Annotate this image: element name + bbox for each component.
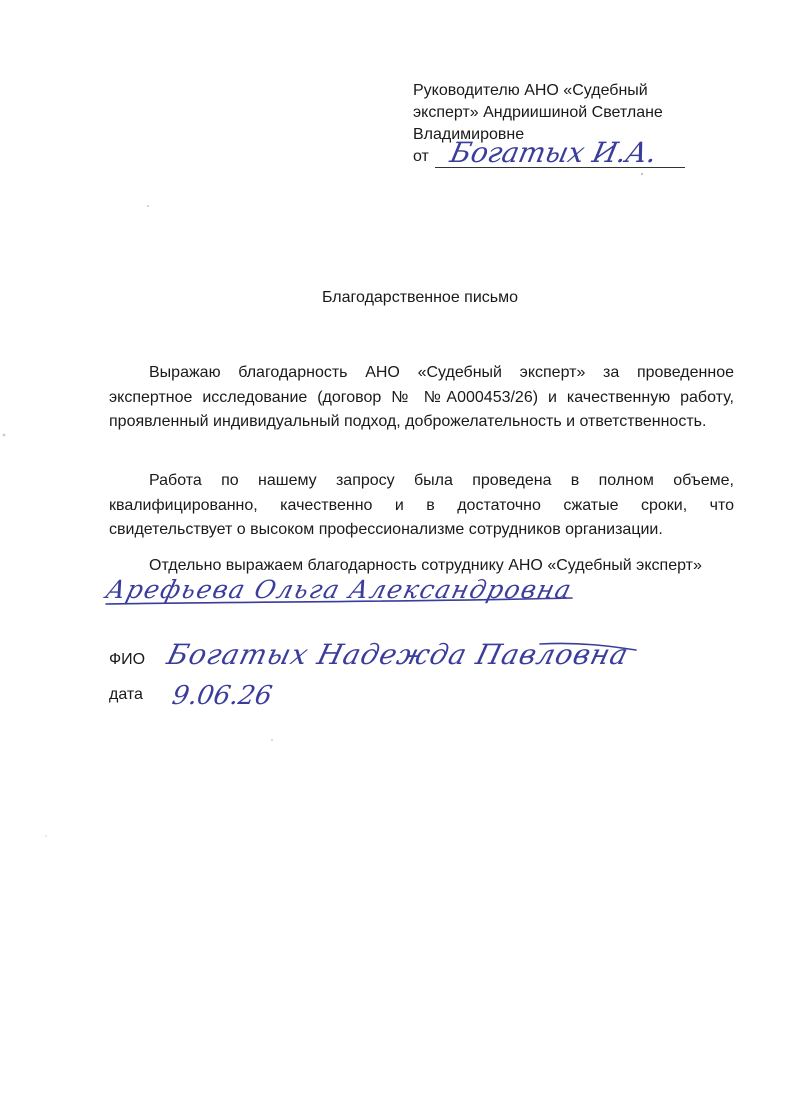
paragraph-1: Выражаю благодарность АНО «Судебный эксперт» за проведенное экспертное исследование (договор № №А000453/26) и качественную работу, проявленный индивидуальный подход, доброжелательность и ответственность.: [109, 364, 734, 430]
from-signature: [440, 128, 660, 176]
fio-signature: [160, 630, 640, 676]
fio-signature-text: Богатых Надежда Павловна: [163, 638, 633, 671]
paragraph-3: Отдельно выражаем благодарность сотруднику АНО «Судебный эксперт»: [149, 557, 702, 574]
addressee-line: Владимировне: [413, 126, 525, 143]
from-signature-text: Богатых И.А.: [447, 136, 660, 169]
date-handwritten: [160, 676, 290, 716]
addressee-line: Руководителю АНО «Судебный: [413, 82, 648, 99]
employee-signature-text: Арефьева Ольга Александровна: [103, 574, 576, 604]
fio-label: ФИО: [109, 651, 146, 668]
date-handwritten-text: 9.06.26: [169, 681, 275, 711]
paragraph-2: Работа по нашему запросу была проведена в полном объеме, квалифицированно, качественно и в достаточно сжатые сроки, что свидетельствует о высоком профессионализме сотрудников организации.: [109, 472, 734, 538]
date-label: дата: [109, 686, 143, 703]
addressee-line: эксперт» Андриишиной Светлане: [413, 104, 663, 121]
employee-signature: [102, 568, 582, 612]
letter-title: Благодарственное письмо: [321, 289, 518, 306]
from-label: от: [413, 148, 429, 165]
